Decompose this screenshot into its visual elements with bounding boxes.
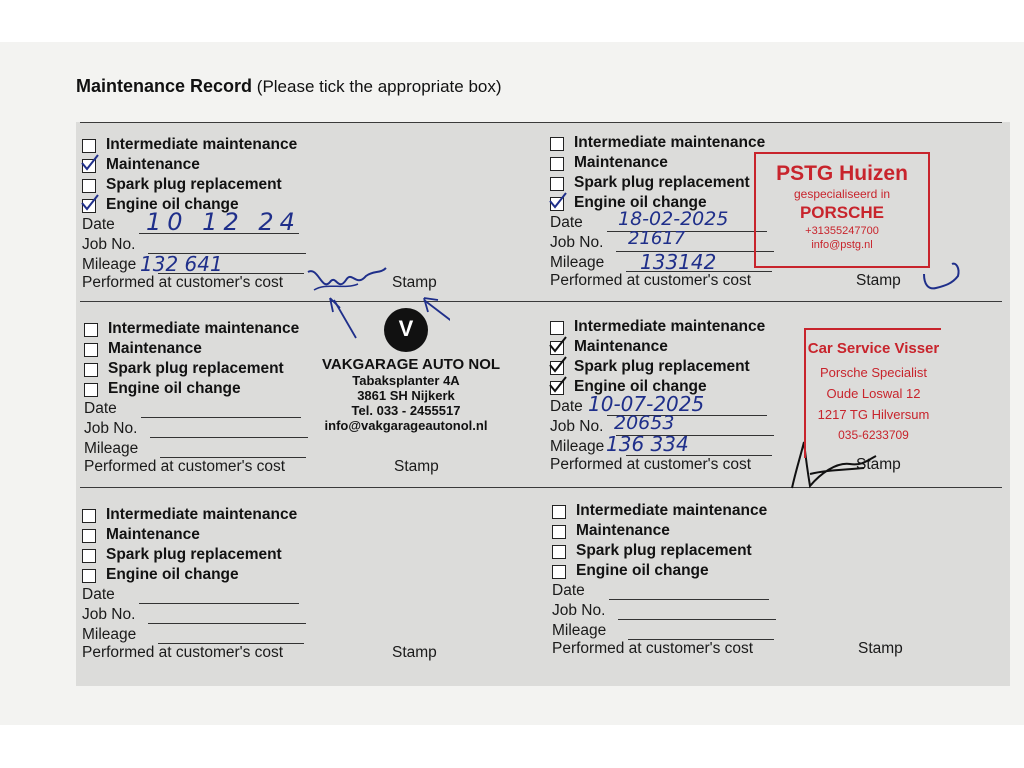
stamp-label: Stamp — [392, 644, 437, 661]
field-label-date: Date — [82, 586, 115, 603]
checkbox-label: Spark plug replacement — [576, 542, 752, 559]
title-bold: Maintenance Record — [76, 76, 253, 96]
stamp-label: Stamp — [856, 456, 901, 473]
stamp-phone: 035-6233709 — [838, 428, 909, 442]
title-instruction: (Please tick the appropriate box) — [256, 77, 502, 96]
field-line-date[interactable] — [139, 603, 299, 604]
checkbox-intermediate[interactable] — [82, 139, 96, 153]
customer-cost-label: Performed at customer's cost — [84, 458, 286, 475]
checkbox-label: Maintenance — [574, 338, 668, 355]
checkbox-label: Engine oil change — [576, 562, 709, 579]
checkbox-label: Intermediate maintenance — [576, 502, 768, 519]
checkbox-intermediate[interactable] — [552, 505, 566, 519]
checkbox-label: Intermediate maintenance — [574, 134, 766, 151]
checkbox-intermediate[interactable] — [550, 321, 564, 335]
checkbox-label: Intermediate maintenance — [106, 506, 298, 523]
handwritten-date-4: 10-07-2025 — [588, 392, 705, 416]
checkbox-label: Engine oil change — [108, 380, 241, 397]
field-label-job: Job No. — [550, 234, 604, 251]
checkbox-label: Maintenance — [576, 522, 670, 539]
field-line-job[interactable] — [150, 437, 308, 438]
checkbox-spark[interactable] — [550, 177, 564, 191]
field-label-mileage: Mileage — [550, 438, 605, 455]
handwritten-date-2: 18-02-2025 — [618, 208, 729, 230]
stamp-name: Car Service Visser — [807, 340, 940, 357]
check-mark-icon — [547, 355, 569, 375]
field-label-date: Date — [550, 214, 583, 231]
field-label-mileage: Mileage — [82, 256, 137, 273]
checkbox-label: Spark plug replacement — [106, 546, 282, 563]
checkbox-intermediate[interactable] — [550, 137, 564, 151]
field-label-date: Date — [84, 400, 117, 417]
check-mark-icon — [547, 375, 569, 395]
handwritten-job-2: 21617 — [628, 228, 686, 249]
customer-cost-label: Performed at customer's cost — [552, 640, 754, 657]
check-mark-icon — [547, 191, 569, 211]
dealer-stamp-vakgarage — [322, 308, 501, 448]
stamp-brand: PORSCHE — [799, 203, 885, 222]
stamp-label: Stamp — [856, 272, 901, 289]
handwritten-mileage-1: 132 641 — [140, 252, 223, 276]
vakgarage-logo-icon — [384, 308, 428, 352]
checkbox-spark[interactable] — [84, 363, 98, 377]
checkbox-label: Intermediate maintenance — [108, 320, 300, 337]
check-mark-icon — [79, 153, 101, 173]
checkbox-maintenance[interactable] — [82, 529, 96, 543]
dealer-stamp-visser — [804, 328, 941, 458]
checkbox-label: Intermediate maintenance — [574, 318, 766, 335]
field-label-job: Job No. — [84, 420, 138, 437]
stamp-street: Oude Loswal 12 — [826, 386, 921, 401]
customer-cost-label: Performed at customer's cost — [550, 272, 752, 289]
field-label-date: Date — [82, 216, 115, 233]
handwritten-mileage-2: 133142 — [640, 250, 717, 274]
field-label-date: Date — [550, 398, 583, 415]
record-entry — [82, 506, 522, 686]
checkbox-label: Spark plug replacement — [574, 174, 750, 191]
checkbox-label: Engine oil change — [106, 196, 239, 213]
checkbox-label: Maintenance — [106, 156, 200, 173]
handwritten-mileage-4: 136 334 — [606, 432, 689, 456]
checkbox-label: Intermediate maintenance — [106, 136, 298, 153]
checkbox-intermediate[interactable] — [82, 509, 96, 523]
divider — [80, 122, 1002, 123]
checkbox-label: Engine oil change — [574, 194, 707, 211]
field-label-date: Date — [552, 582, 585, 599]
customer-cost-label: Performed at customer's cost — [82, 644, 284, 661]
checkbox-label: Spark plug replacement — [108, 360, 284, 377]
stamp-name: PSTG Huizen — [776, 162, 908, 185]
stamp-tagline: gespecialiseerd in — [793, 187, 891, 201]
stamp-name: VAKGARAGE AUTO NOL — [322, 356, 501, 373]
customer-cost-label: Performed at customer's cost — [82, 274, 284, 291]
checkbox-oil[interactable] — [84, 383, 98, 397]
record-entry — [552, 502, 992, 682]
stamp-label: Stamp — [392, 274, 437, 291]
checkbox-label: Engine oil change — [574, 378, 707, 395]
stamp-phone: Tel. 033 - 2455517 — [351, 403, 461, 418]
checkbox-label: Maintenance — [574, 154, 668, 171]
checkbox-maintenance[interactable] — [550, 157, 564, 171]
field-label-mileage: Mileage — [82, 626, 137, 643]
field-label-mileage: Mileage — [550, 254, 605, 271]
stamp-email: info@vakgarageautonol.nl — [324, 418, 488, 433]
checkbox-label: Maintenance — [106, 526, 200, 543]
field-label-job: Job No. — [550, 418, 604, 435]
check-mark-icon — [547, 335, 569, 355]
handwritten-job-4: 20653 — [614, 412, 675, 434]
checkbox-label: Spark plug replacement — [106, 176, 282, 193]
field-line-date[interactable] — [609, 599, 769, 600]
field-label-mileage: Mileage — [552, 622, 607, 639]
stamp-phone: +31355247700 — [805, 225, 879, 237]
logo-letter: V — [398, 316, 414, 341]
field-label-job: Job No. — [552, 602, 606, 619]
field-line-job[interactable] — [618, 619, 776, 620]
stamp-email: info@pstg.nl — [811, 239, 873, 251]
checkbox-intermediate[interactable] — [84, 323, 98, 337]
checkbox-spark[interactable] — [552, 545, 566, 559]
stamp-street: Tabaksplanter 4A — [352, 373, 460, 388]
stamp-tagline: Porsche Specialist — [820, 365, 927, 380]
check-mark-icon — [79, 193, 101, 213]
field-label-mileage: Mileage — [84, 440, 139, 457]
stamp-label: Stamp — [858, 640, 903, 657]
page-title — [76, 76, 502, 97]
field-label-job: Job No. — [82, 606, 136, 623]
checkbox-label: Maintenance — [108, 340, 202, 357]
checkbox-oil[interactable] — [552, 565, 566, 579]
checkbox-maintenance[interactable] — [552, 525, 566, 539]
field-label-job: Job No. — [82, 236, 136, 253]
stamp-city: 1217 TG Hilversum — [817, 407, 930, 422]
checkbox-label: Engine oil change — [106, 566, 239, 583]
dealer-stamp-pstg — [754, 152, 930, 268]
checkbox-spark[interactable] — [82, 179, 96, 193]
stamp-city: 3861 SH Nijkerk — [357, 388, 455, 403]
customer-cost-label: Performed at customer's cost — [550, 456, 752, 473]
handwritten-date-1: 10 12 24 — [146, 208, 301, 236]
field-line-date[interactable] — [141, 417, 301, 418]
checkbox-spark[interactable] — [82, 549, 96, 563]
checkbox-oil[interactable] — [82, 569, 96, 583]
checkbox-label: Spark plug replacement — [574, 358, 750, 375]
field-line-job[interactable] — [148, 623, 306, 624]
checkbox-maintenance[interactable] — [84, 343, 98, 357]
stamp-label: Stamp — [394, 458, 439, 475]
